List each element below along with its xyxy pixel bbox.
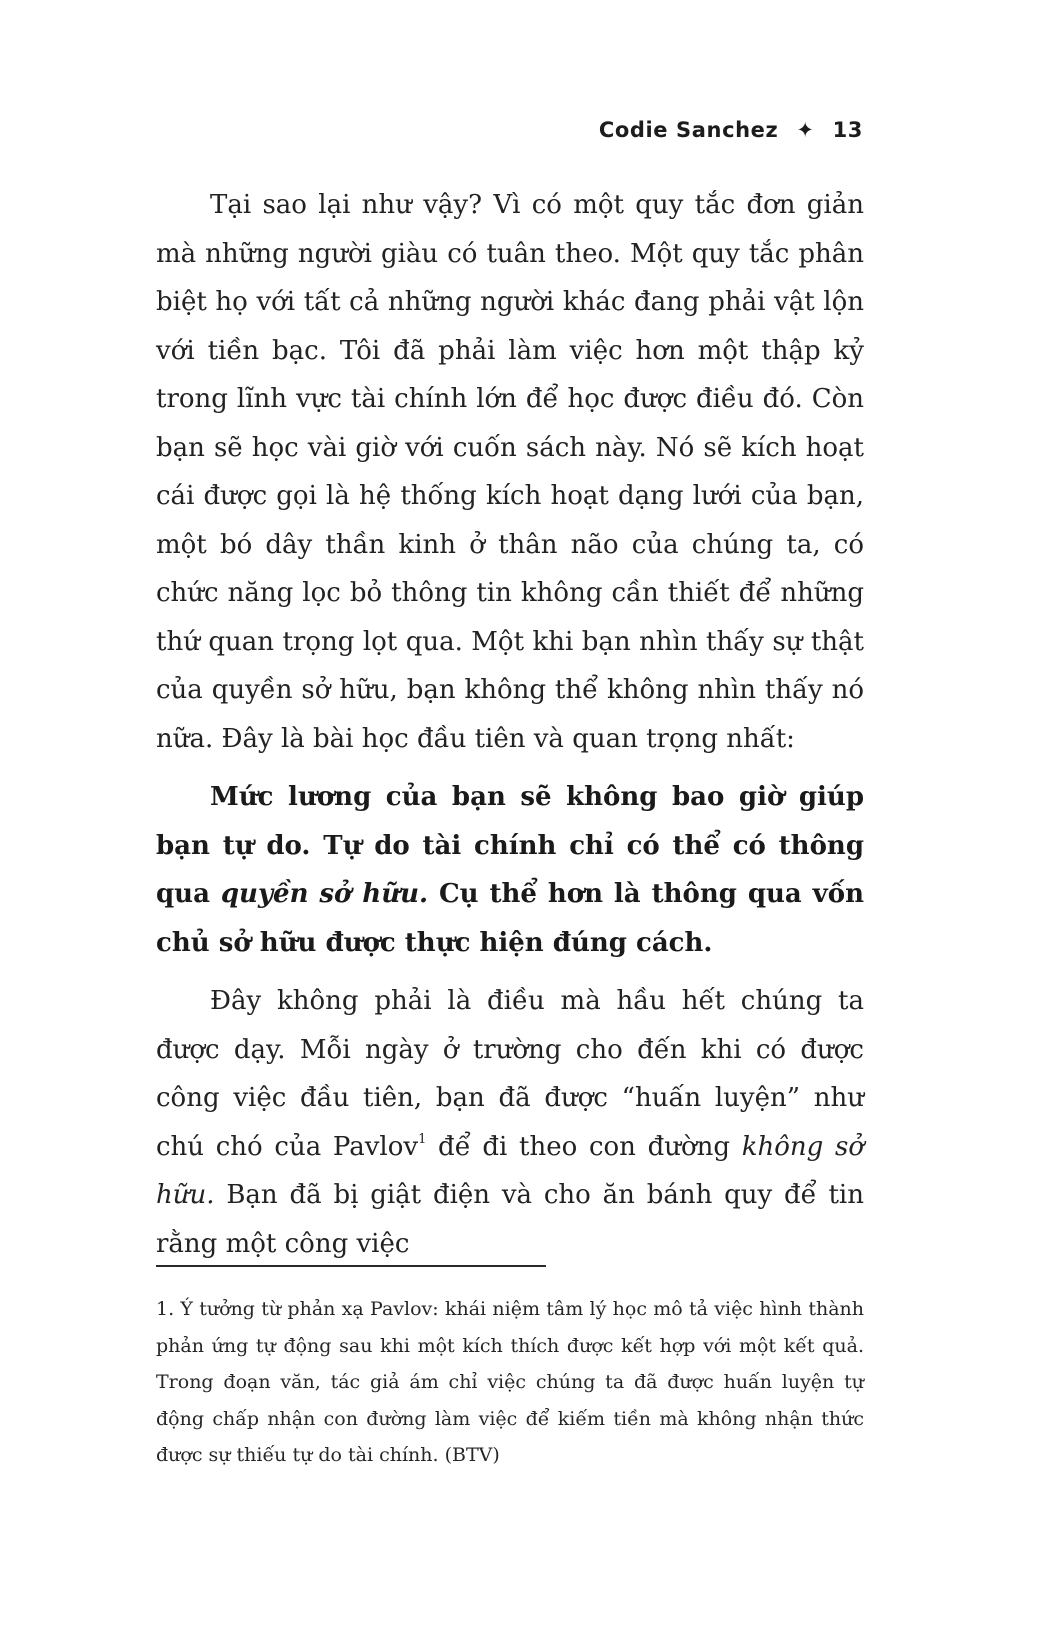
page-number: 13	[832, 118, 863, 142]
p2-text-a: Mức lương của bạn sẽ không bao giờ giúp bạn tự do. Tự do tài chính chỉ có thể có thông qua	[156, 782, 864, 909]
p3-text-c: Bạn đã bị giật điện và cho ăn bánh quy để tin rằng một công việc	[156, 1180, 864, 1259]
footnote-reference: 1	[418, 1131, 427, 1147]
paragraph-2-key-lesson	[156, 773, 864, 967]
footnote-text: 1. Ý tưởng từ phản xạ Pavlov: khái niệm tâm lý học mô tả việc hình thành phản ứng tự động sau khi một kích thích được kết hợp với một kết quả. Trong đoạn văn, tác giả ám chỉ việc chúng ta đã được huấn luyện tự động chấp nhận con đường làm việc để kiếm tiền mà không nhận thức được sự thiếu tự do tài chính. (BTV)	[156, 1298, 864, 1466]
header-author: Codie Sanchez	[598, 118, 779, 142]
star-separator-icon: ✦	[796, 118, 815, 142]
p3-text-a: Đây không phải là điều mà hầu hết chúng ta được dạy. Mỗi ngày ở trường cho đến khi có được công việc đầu tiên, bạn đã được “huấn luyện” như chú chó của Pavlov	[156, 986, 864, 1162]
paragraph-3	[156, 977, 864, 1268]
paragraph-1: Tại sao lại như vậy? Vì có một quy tắc đơn giản mà những người giàu có tuân theo. Một quy tắc phân biệt họ với tất cả những người khác đang phải vật lộn với tiền bạc. Tôi đã phải làm việc hơn một thập kỷ trong lĩnh vực tài chính lớn để học được điều đó. Còn bạn sẽ học vài giờ với cuốn sách này. Nó sẽ kích hoạt cái được gọi là hệ thống kích hoạt dạng lưới của bạn, một bó dây thần kinh ở thân não của chúng ta, có chức năng lọc bỏ thông tin không cần thiết để những thứ quan trọng lọt qua. Một khi bạn nhìn thấy sự thật của quyền sở hữu, bạn không thể không nhìn thấy nó nữa. Đây là bài học đầu tiên và quan trọng nhất:	[156, 190, 864, 754]
footnote-divider	[156, 1265, 546, 1267]
footnote	[156, 1291, 864, 1474]
running-header	[599, 118, 863, 142]
p3-text-b: để đi theo con đường	[426, 1131, 742, 1162]
body-text	[156, 181, 864, 1278]
p2-emphasis: quyền sở hữu.	[220, 879, 429, 909]
p3-emphasis: không sở hữu.	[156, 1131, 864, 1210]
p2-text-b: Cụ thể hơn là thông qua vốn chủ sở hữu được thực hiện đúng cách.	[156, 879, 865, 958]
